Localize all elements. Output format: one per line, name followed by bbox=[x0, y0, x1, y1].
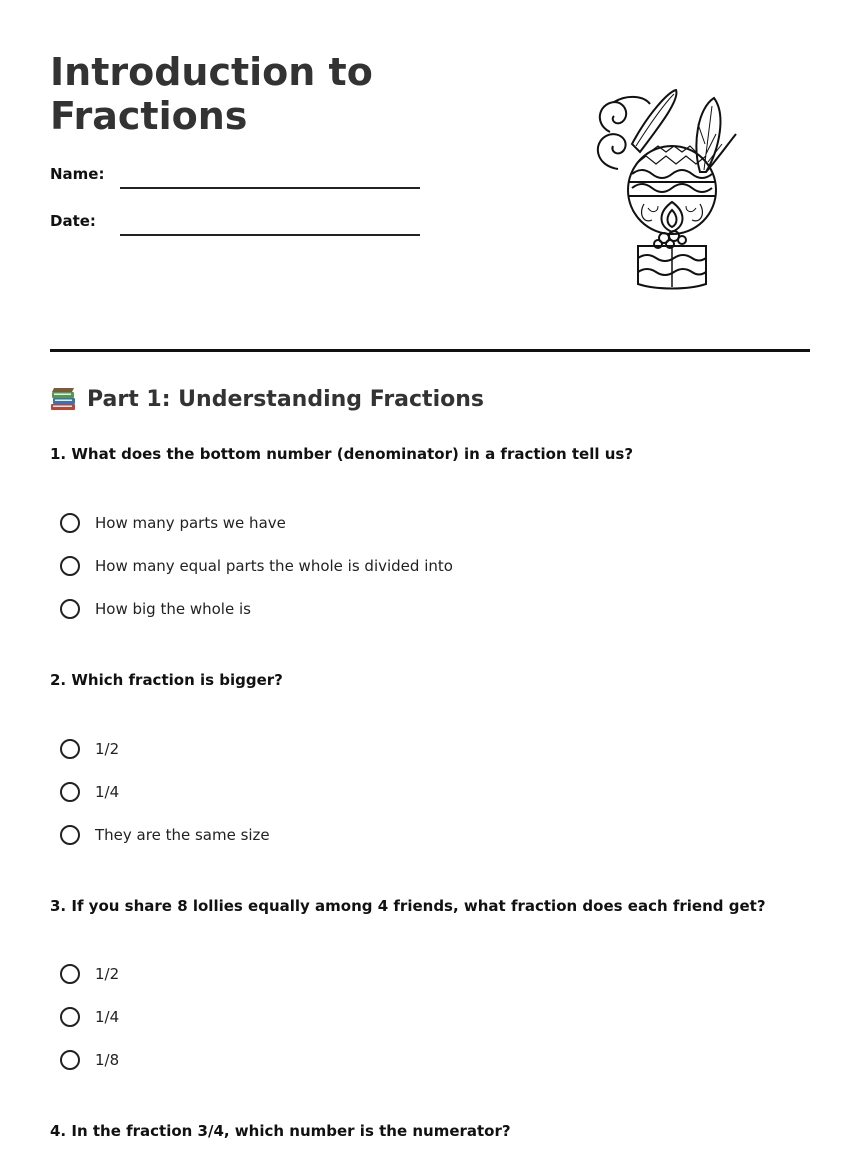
title-line-2: Fractions bbox=[50, 94, 248, 138]
option-label: How many equal parts the whole is divided into bbox=[95, 557, 453, 575]
page-title bbox=[50, 50, 373, 138]
option-label: How big the whole is bbox=[95, 600, 251, 618]
date-label: Date: bbox=[50, 212, 96, 230]
option-label: 1/4 bbox=[95, 1008, 120, 1026]
q3-option-2[interactable] bbox=[60, 1004, 119, 1030]
radio-button[interactable] bbox=[60, 599, 80, 619]
date-field[interactable] bbox=[120, 234, 420, 236]
option-label: How many parts we have bbox=[95, 514, 286, 532]
radio-button[interactable] bbox=[60, 825, 80, 845]
radio-button[interactable] bbox=[60, 782, 80, 802]
radio-button[interactable] bbox=[60, 739, 80, 759]
question-1: 1. What does the bottom number (denominator) in a fraction tell us? bbox=[50, 445, 634, 463]
option-label: 1/8 bbox=[95, 1051, 120, 1069]
section-heading bbox=[50, 386, 484, 412]
radio-button[interactable] bbox=[60, 1007, 80, 1027]
section-divider bbox=[50, 349, 810, 352]
radio-button[interactable] bbox=[60, 964, 80, 984]
radio-button[interactable] bbox=[60, 556, 80, 576]
question-4: 4. In the fraction 3/4, which number is the numerator? bbox=[50, 1122, 511, 1140]
option-label: 1/2 bbox=[95, 740, 120, 758]
q1-option-3[interactable] bbox=[60, 596, 251, 622]
section-title: Part 1: Understanding Fractions bbox=[87, 386, 484, 412]
koru-pot-illustration bbox=[588, 84, 740, 292]
q2-option-2[interactable] bbox=[60, 779, 119, 805]
name-label: Name: bbox=[50, 165, 105, 183]
question-3: 3. If you share 8 lollies equally among 4 friends, what fraction does each friend get? bbox=[50, 897, 766, 915]
option-label: They are the same size bbox=[95, 826, 270, 844]
radio-button[interactable] bbox=[60, 513, 80, 533]
q3-option-1[interactable] bbox=[60, 961, 119, 987]
q2-option-3[interactable] bbox=[60, 822, 270, 848]
q2-option-1[interactable] bbox=[60, 736, 119, 762]
q1-option-2[interactable] bbox=[60, 553, 453, 579]
option-label: 1/2 bbox=[95, 965, 120, 983]
title-line-1: Introduction to bbox=[50, 50, 373, 94]
name-field[interactable] bbox=[120, 187, 420, 189]
q3-option-3[interactable] bbox=[60, 1047, 119, 1073]
books-icon bbox=[50, 386, 78, 412]
option-label: 1/4 bbox=[95, 783, 120, 801]
radio-button[interactable] bbox=[60, 1050, 80, 1070]
q1-option-1[interactable] bbox=[60, 510, 286, 536]
question-2: 2. Which fraction is bigger? bbox=[50, 671, 283, 689]
